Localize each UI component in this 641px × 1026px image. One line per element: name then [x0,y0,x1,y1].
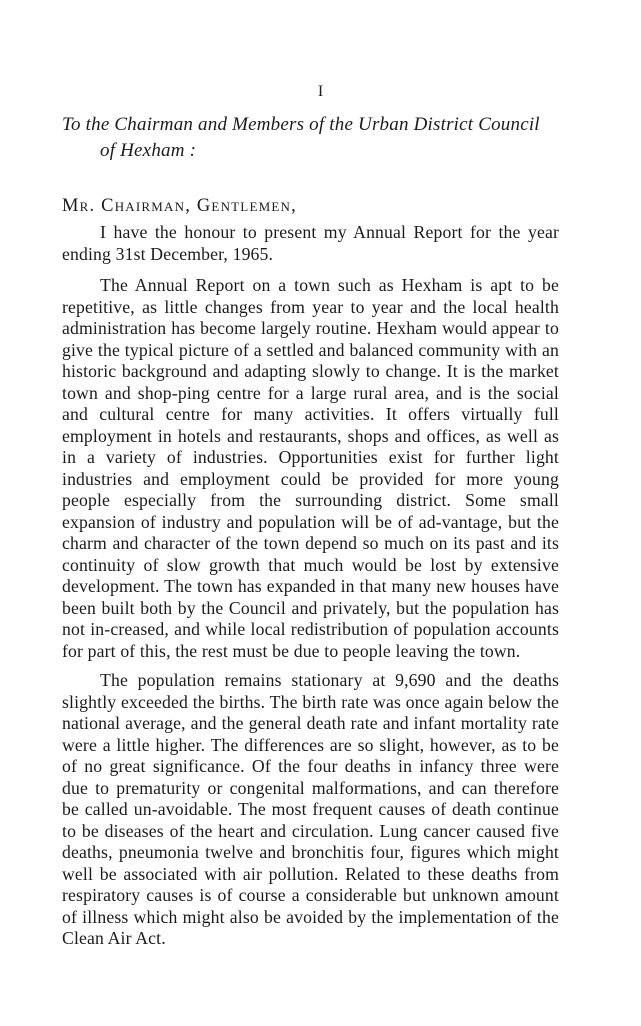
dedication-line-1: To the Chairman and Members of the Urban District Council [62,114,540,135]
dedication-heading [62,112,582,164]
report-body [62,222,559,958]
dedication-line-2: of Hexham : [100,140,197,161]
paragraph-population: The population remains stationary at 9,690 and the deaths slightly exceeded the births. The birth rate was once again below the national average, and the general death rate and infant mortality rate were a little higher. The differences are so slight, however, as to be of no great significance. Of the four deaths in infancy three were due to prematurity or congenital malformations, and can therefore be called un-avoidable. The most frequent causes of death continue to be diseases of the heart and circulation. Lung cancer caused five deaths, pneumonia twelve and bronchitis four, figures which might well be associated with air pollution. Related to these deaths from respiratory causes is of course a considerable but unknown amount of illness which might also be avoided by the implementation of the Clean Air Act. [62,670,559,948]
paragraph-intro: I have the honour to present my Annual Report for the year ending 31st December, 1965. [62,222,559,264]
paragraph-town-description: The Annual Report on a town such as Hexham is apt to be repetitive, as little changes from year to year and the local health administration has become largely routine. Hexham would appear to give the typical picture of a settled and balanced community with an historic background and adapting slowly to change. It is the market town and shop-ping centre for a large rural area, and is the social and cultural centre for many activities. It offers virtually full employment in hotels and restaurants, shops and offices, as well as in a variety of industries. Opportunities exist for further light industries and employment could be provided for more young people especially from the surrounding district. Some small expansion of industry and population will be of ad-vantage, but the charm and character of the town depend so much on its past and its continuity of slow growth that much would be lost by extensive development. The town has expanded in that many new houses have been built both by the Council and privately, but the population has not in-creased, and while local redistribution of population accounts for part of this, the rest must be due to people leaving the town. [62,275,559,661]
page-number: I [317,83,324,100]
address-line: Mr. Chairman, Gentlemen, [62,196,297,216]
